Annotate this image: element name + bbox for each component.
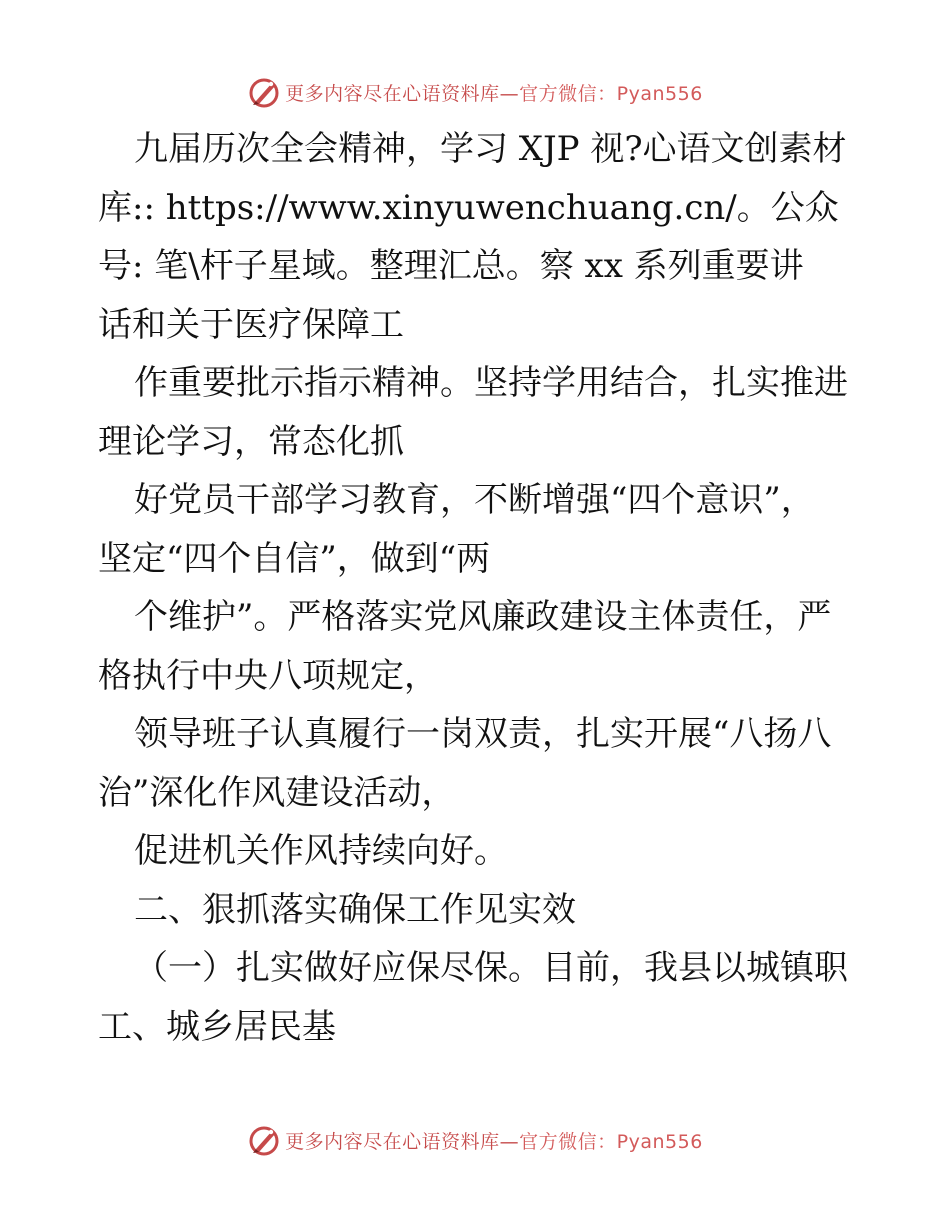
header-wechat-label: 官方微信：Pyan556 [519,82,703,105]
body-line: 个维护”。严格落实党风廉政建设主体责任，严 [134,597,832,637]
document-body [98,120,858,1056]
footer-wechat-label: 官方微信：Pyan556 [519,1130,703,1153]
body-line: 好党员干部学习教育，不断增强“四个意识”， [134,480,815,520]
body-line: 促进机关作风持续向好。 [134,831,508,871]
body-line: 话和关于医疗保障工 [98,304,404,345]
footer-banner-separator: — [499,1130,520,1153]
footer-banner-text [285,1127,703,1154]
body-line: 作重要批示指示精神。坚持学用结合，扎实推进 [134,363,848,403]
body-line: 理论学习，常态化抓 [98,421,404,462]
footer-banner-title: 更多内容尽在心语资料库 [285,1130,500,1153]
header-banner [0,72,950,112]
body-line: 治”深化作风建设活动， [98,772,456,813]
pen-logo-icon [247,75,281,109]
body-line: 九届历次全会精神，学习 XJP 视?心语文创素材 [134,129,847,169]
body-line: （一）扎实做好应保尽保。目前，我县以城镇职 [134,948,848,988]
pen-logo-icon [247,1123,281,1157]
body-line: 领导班子认真履行一岗双责，扎实开展“八扬八 [134,714,832,754]
body-line: 工、城乡居民基 [98,1006,336,1047]
body-line: 库:: https://www.xinyuwenchuang.cn/。公众 [98,187,839,228]
header-banner-text [285,79,703,106]
body-line: 格执行中央八项规定， [98,655,438,696]
body-line: 号: 笔\杆子星域。整理汇总。察 xx 系列重要讲 [98,246,804,286]
body-line: 坚定“四个自信”，做到“两 [98,538,491,579]
header-banner-title: 更多内容尽在心语资料库 [285,82,500,105]
footer-banner [0,1120,950,1160]
section-heading: 二、狠抓落实确保工作见实效 [134,889,576,930]
header-banner-separator: — [499,82,520,105]
